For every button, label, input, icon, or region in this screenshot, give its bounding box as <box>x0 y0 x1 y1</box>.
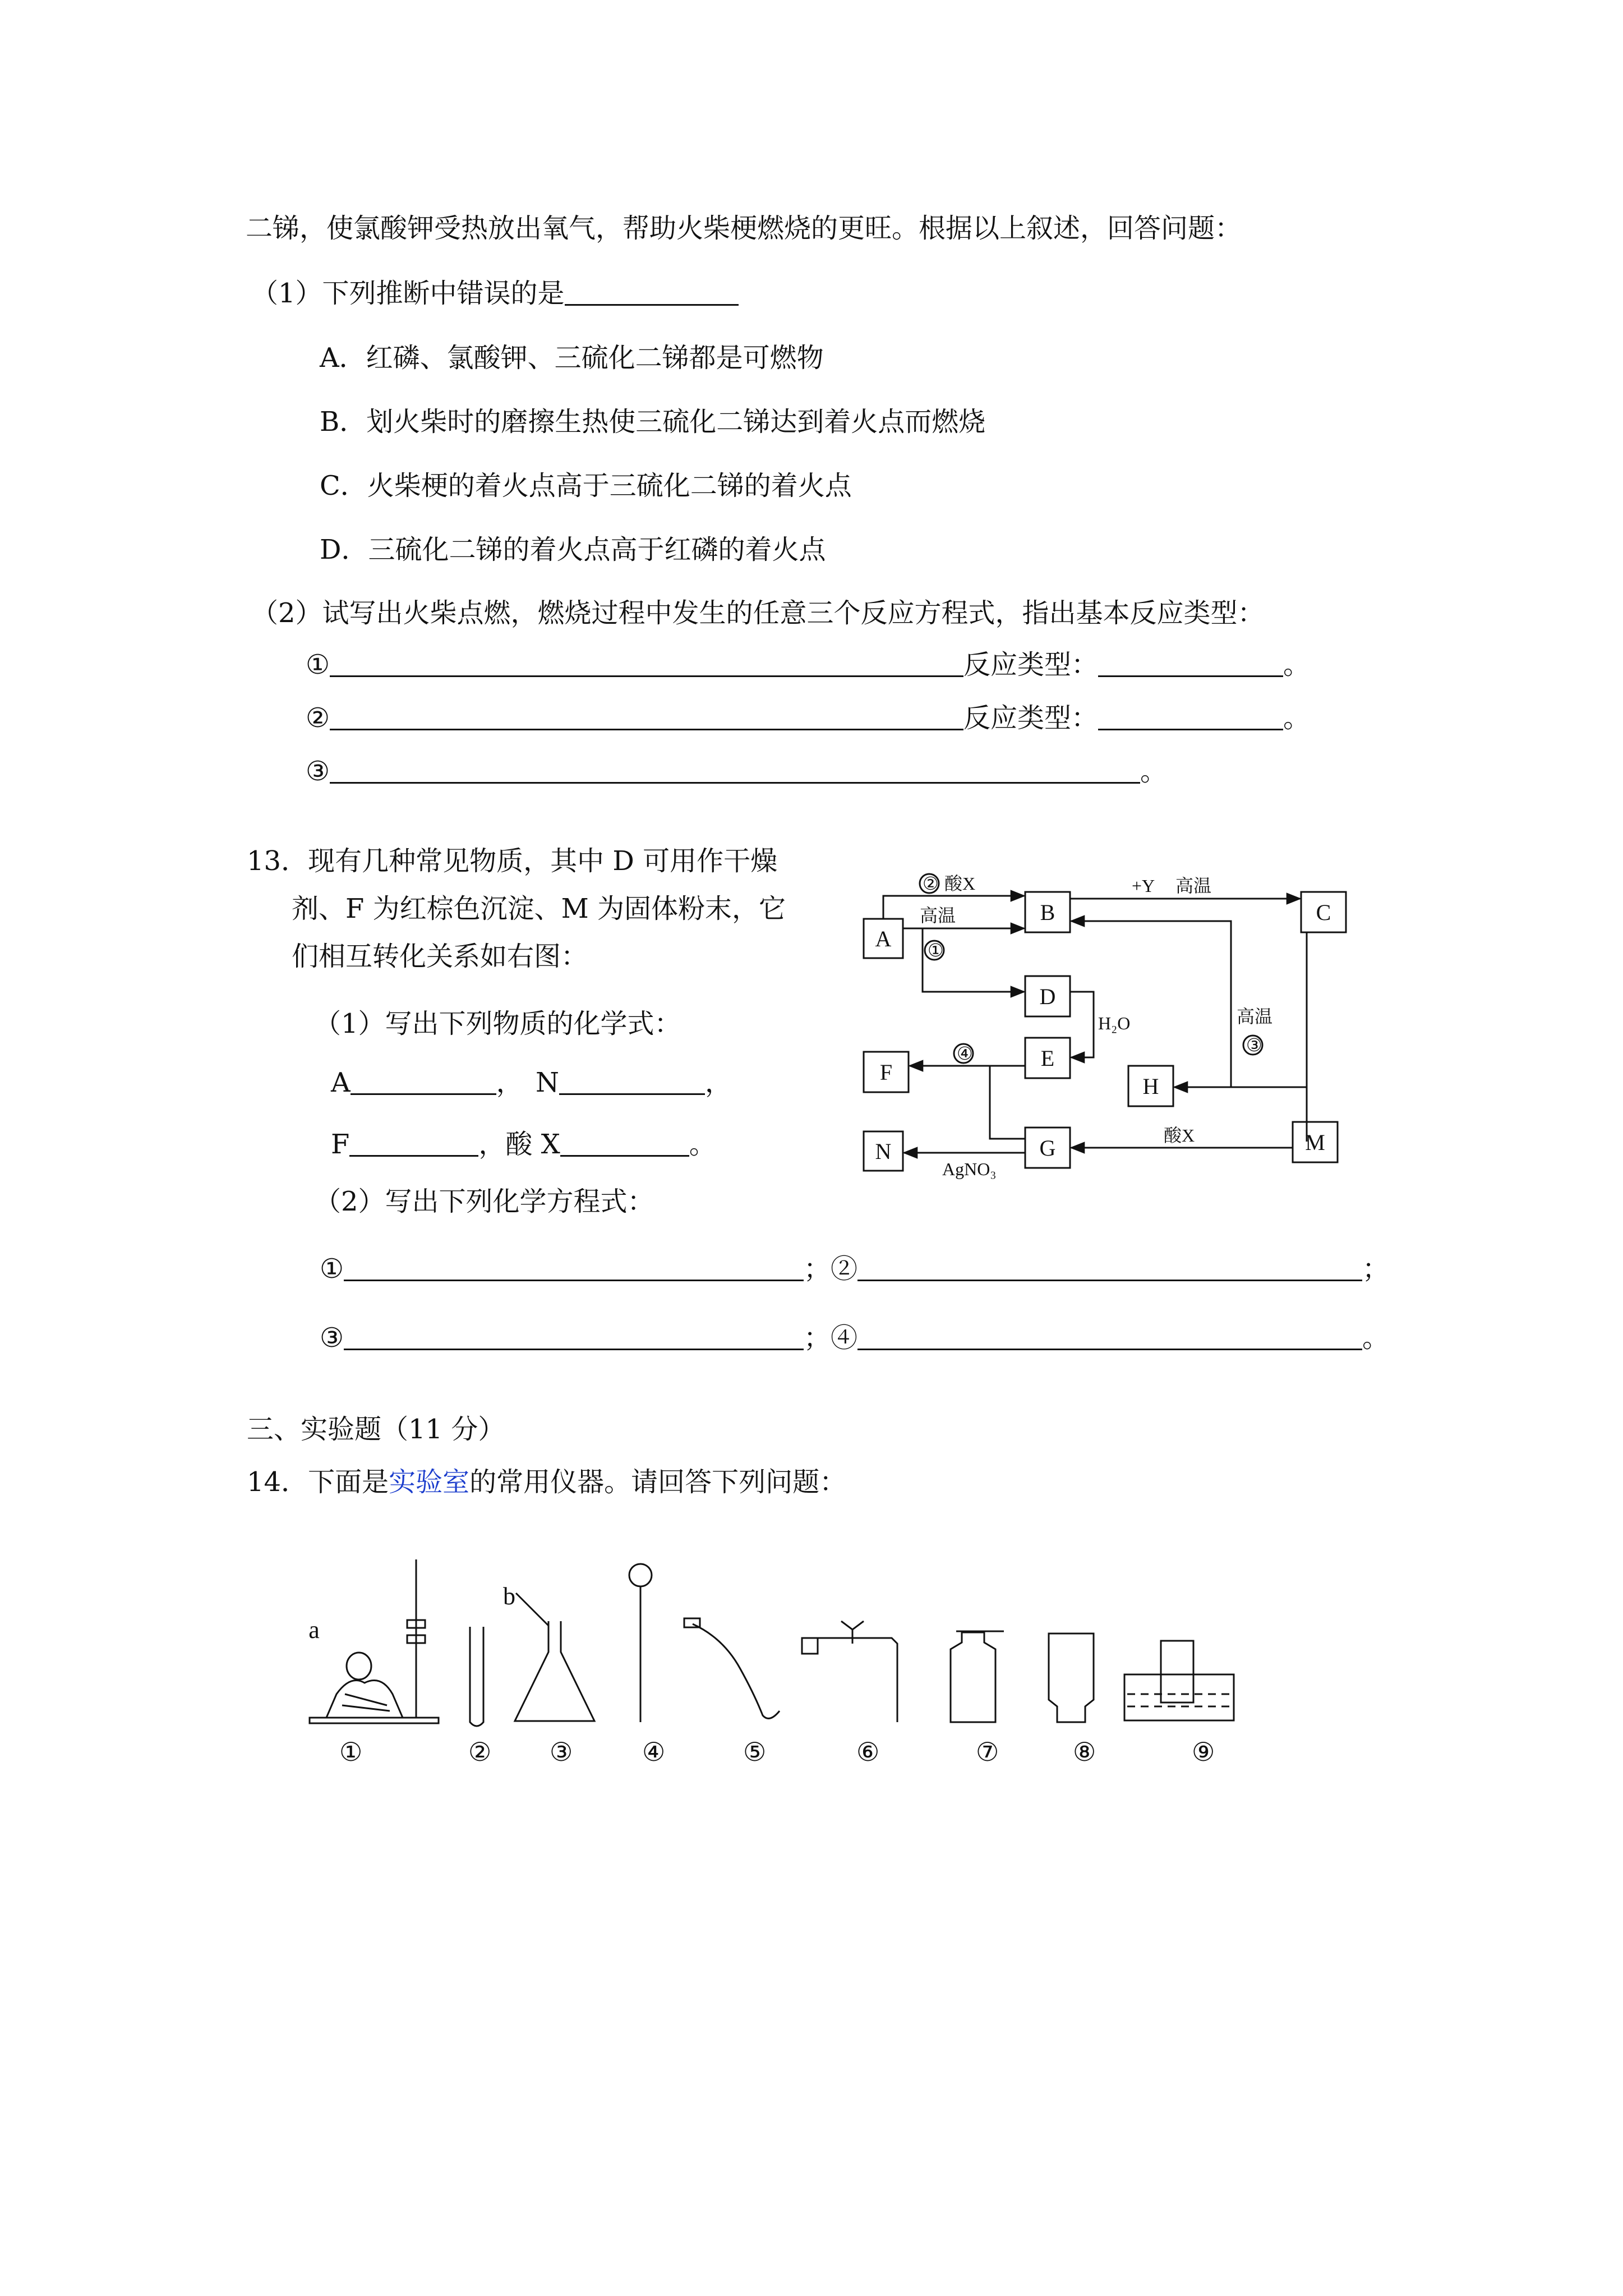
q12-line-2-blank[interactable] <box>330 729 963 730</box>
q12-part2-prompt: （2）试写出火柴点燃，燃烧过程中发生的任意三个反应方程式，指出基本反应类型： <box>251 597 1265 629</box>
q12-line-2-num: ② <box>306 702 330 734</box>
q12-part1-prompt <box>251 277 739 310</box>
edge-h-b <box>1071 921 1231 1087</box>
label-acid-x-bottom: 酸X <box>1164 1125 1195 1145</box>
apparatus-num-4: ④ <box>642 1737 666 1767</box>
q13-blank-row2 <box>331 1128 716 1161</box>
q13-label-a: A <box>331 1067 351 1098</box>
q13-label-x: ，酸 X <box>478 1129 560 1160</box>
node-h: H <box>1142 1074 1159 1099</box>
apparatus-num-8: ⑧ <box>1073 1737 1096 1767</box>
q13-stem-line3: 们相互转化关系如右图： <box>292 941 588 972</box>
q13-reaction-diagram <box>858 836 1363 1206</box>
q13-blank-row1 <box>331 1066 523 1099</box>
apparatus-num-6: ⑥ <box>856 1737 880 1767</box>
q13-period: 。 <box>689 1129 716 1160</box>
q14-stem <box>247 1465 846 1499</box>
apparatus-6-clamp-tube <box>802 1621 897 1722</box>
apparatus-num-1: ① <box>339 1737 363 1767</box>
q14-prefix: 14．下面是 <box>247 1466 389 1498</box>
label-a: a <box>308 1616 320 1644</box>
q12-line-3-num: ③ <box>306 756 330 787</box>
q13-blank-row1b <box>536 1066 732 1099</box>
section3-heading: 三、实验题（11 分） <box>247 1414 505 1445</box>
q13-eq3-blank[interactable] <box>344 1349 804 1350</box>
label-num2: ② <box>923 873 939 894</box>
node-d: D <box>1039 984 1056 1009</box>
q13-label-n: N <box>536 1067 559 1098</box>
q13-eq1-num: ① <box>320 1253 344 1285</box>
q12-part1-text: （1）下列推断中错误的是 <box>251 278 565 309</box>
q13-comma-2: ， <box>705 1067 732 1098</box>
q12-part1-blank[interactable] <box>565 304 739 306</box>
node-c: C <box>1316 900 1331 925</box>
node-f: F <box>879 1060 893 1085</box>
q12-line-3-end: 。 <box>1140 756 1168 787</box>
apparatus-2-test-tube <box>470 1627 483 1726</box>
q13-eq2-end: ； <box>1362 1253 1390 1285</box>
q12-line-1-blank[interactable] <box>330 675 963 677</box>
apparatus-1-lamp-stand <box>310 1559 439 1723</box>
q13-stem-line2: 剂、F 为红棕色沉淀、M 为固体粉末，它 <box>292 893 786 924</box>
label-high-temp-bc: 高温 <box>1175 876 1212 896</box>
q12-line-2-type-blank[interactable] <box>1098 729 1283 730</box>
apparatus-3-flask <box>515 1621 594 1721</box>
q13-eq4-blank[interactable] <box>857 1349 1362 1350</box>
q14-suffix: 的常用仪器。请回答下列问题： <box>469 1466 847 1498</box>
q12-option-c: C．火柴梗的着火点高于三硫化二锑的着火点 <box>320 470 852 501</box>
node-b: B <box>1040 900 1055 925</box>
q12-line-1-type: 反应类型： <box>963 649 1099 680</box>
q13-part2: （2）写出下列化学方程式： <box>314 1186 654 1217</box>
q13-eq2-blank[interactable] <box>857 1280 1362 1281</box>
apparatus-7-bottle <box>951 1632 995 1722</box>
node-g: G <box>1039 1135 1056 1161</box>
apparatus-num-3: ③ <box>550 1737 573 1767</box>
q12-line-3-blank[interactable] <box>330 782 1140 784</box>
q12-option-a: A．红磷、氯酸钾、三硫化二锑都是可燃物 <box>320 342 824 374</box>
apparatus-num-5: ⑤ <box>743 1737 767 1767</box>
label-num1: ① <box>928 940 944 960</box>
q13-blank-f[interactable] <box>349 1155 478 1157</box>
label-num4: ④ <box>957 1043 973 1064</box>
apparatus-5-delivery-tube <box>693 1624 780 1718</box>
q13-comma-1: ， <box>496 1067 523 1098</box>
q12-line-2 <box>306 701 1310 735</box>
apparatus-num-9: ⑨ <box>1192 1737 1215 1767</box>
label-num3: ③ <box>1246 1035 1262 1055</box>
q13-label-f: F <box>331 1129 350 1160</box>
q13-eq2-num: ；② <box>804 1253 858 1285</box>
q12-option-b: B．划火柴时的磨擦生热使三硫化二锑达到着火点而燃烧 <box>320 406 986 438</box>
edge-d-e <box>1070 992 1094 1057</box>
q13-eq4-end: 。 <box>1362 1322 1390 1354</box>
q13-eq4-num: ；④ <box>804 1322 858 1354</box>
intro-line: 二锑，使氯酸钾受热放出氧气，帮助火柴梗燃烧的更旺。根据以上叙述，回答问题： <box>246 213 1242 244</box>
apparatus-num-2: ② <box>468 1737 492 1767</box>
q12-line-1 <box>306 648 1310 682</box>
apparatus-figure <box>297 1554 1251 1733</box>
apparatus-num-7: ⑦ <box>976 1737 999 1767</box>
label-h2o: H₂O <box>1098 1013 1131 1033</box>
apparatus-9-trough <box>1124 1641 1234 1720</box>
edge-e-g <box>990 1066 1025 1139</box>
q12-line-2-end: 。 <box>1283 702 1311 734</box>
q13-eq1-blank[interactable] <box>344 1280 804 1281</box>
apparatus-4-funnel <box>629 1564 652 1722</box>
q13-eq3-num: ③ <box>320 1322 344 1354</box>
label-plus-y: +Y <box>1132 876 1155 896</box>
node-a: A <box>875 926 892 951</box>
label-high-temp-a: 高温 <box>920 905 956 926</box>
label-high-temp-right: 高温 <box>1237 1006 1273 1027</box>
q13-blank-n[interactable] <box>559 1093 705 1095</box>
label-b: b <box>503 1582 515 1610</box>
q13-eq-row2 <box>320 1321 1389 1355</box>
q12-line-1-end: 。 <box>1283 649 1311 680</box>
q13-part1: （1）写出下列物质的化学式： <box>314 1008 681 1039</box>
node-m: M <box>1305 1130 1325 1155</box>
label-acid-x-top: 酸X <box>944 873 976 894</box>
q13-stem-line1: 13．现有几种常见物质，其中 D 可用作干燥 <box>247 845 778 877</box>
q12-line-1-type-blank[interactable] <box>1098 675 1283 677</box>
q13-blank-a[interactable] <box>351 1093 496 1095</box>
label-agno3: AgNO₃ <box>942 1159 997 1179</box>
apparatus-8-gas-jar <box>1049 1634 1094 1722</box>
node-e: E <box>1040 1046 1055 1071</box>
q12-line-2-type: 反应类型： <box>963 702 1099 734</box>
q13-eq-row1 <box>320 1252 1389 1286</box>
q12-line-1-num: ① <box>306 649 330 680</box>
node-n: N <box>875 1139 892 1164</box>
q13-blank-x[interactable] <box>560 1155 689 1157</box>
q12-line-3 <box>306 754 1167 788</box>
q14-lab-link[interactable]: 实验室 <box>389 1466 470 1498</box>
q12-option-d: D．三硫化二锑的着火点高于红磷的着火点 <box>320 534 826 565</box>
